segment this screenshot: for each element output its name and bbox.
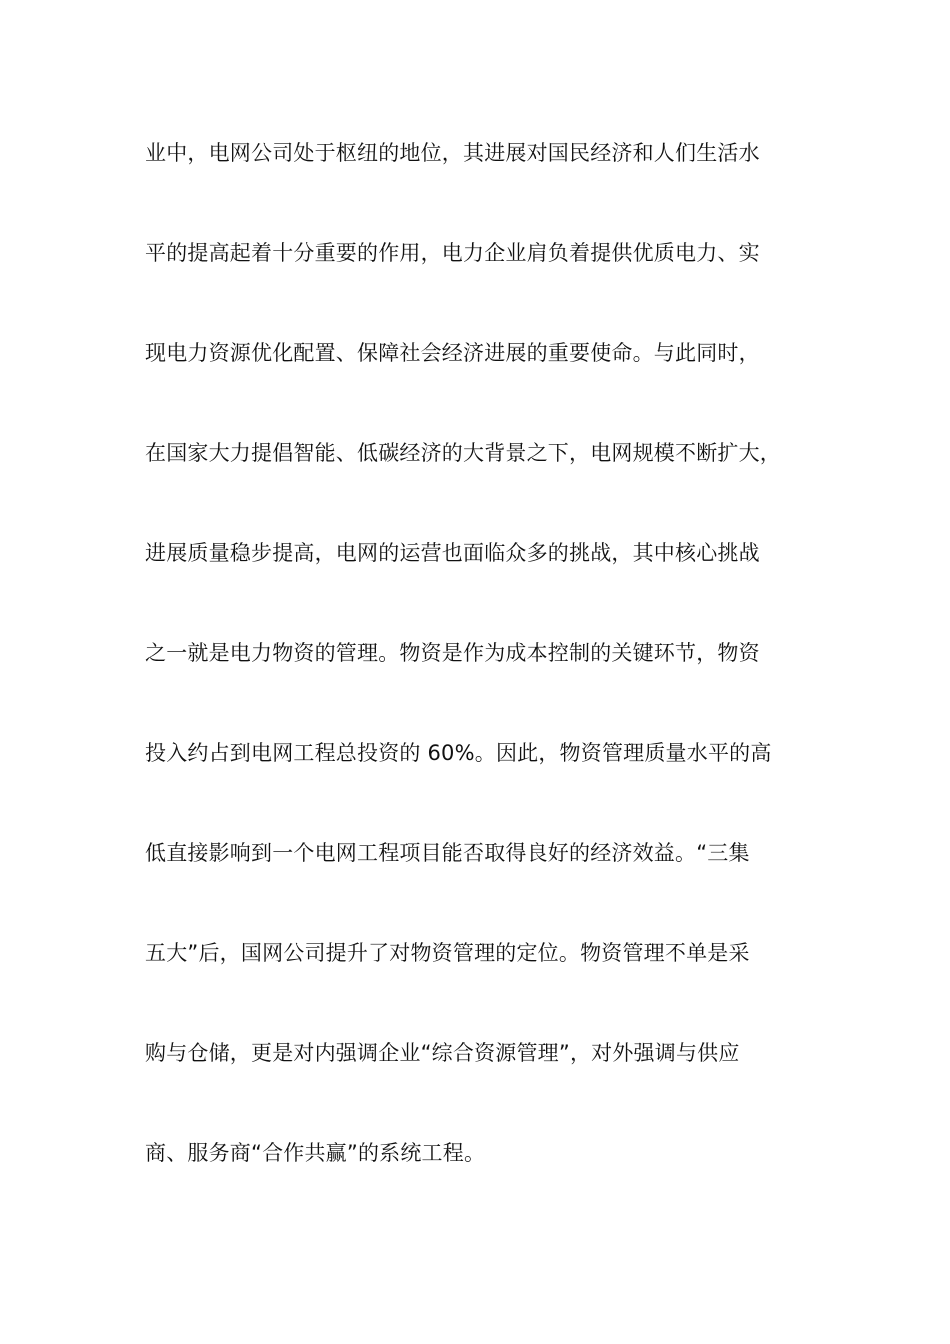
text-line: 投入约占到电网工程总投资的 60%。因此，物资管理质量水平的高 — [145, 741, 772, 765]
text-line: 之一就是电力物资的管理。物资是作为成本控制的关键环节，物资 — [145, 641, 760, 665]
text-line: 低直接影响到一个电网工程项目能否取得良好的经济效益。“三集 — [145, 841, 750, 865]
text-line: 在国家大力提倡智能、低碳经济的大背景之下，电网规模不断扩大， — [145, 441, 781, 465]
text-line: 进展质量稳步提高，电网的运营也面临众多的挑战，其中核心挑战 — [145, 541, 760, 565]
text-line: 购与仓储，更是对内强调企业“综合资源管理”，对外强调与供应 — [145, 1041, 740, 1065]
text-line: 现电力资源优化配置、保障社会经济进展的重要使命。与此同时， — [145, 341, 760, 365]
text-line: 五大”后，国网公司提升了对物资管理的定位。物资管理不单是采 — [145, 941, 750, 965]
text-line: 业中，电网公司处于枢纽的地位，其进展对国民经济和人们生活水 — [145, 141, 760, 165]
text-line: 平的提高起着十分重要的作用，电力企业肩负着提供优质电力、实 — [145, 241, 760, 265]
text-line: 商、服务商“合作共赢”的系统工程。 — [145, 1141, 486, 1165]
body-paragraph — [145, 127, 825, 1227]
